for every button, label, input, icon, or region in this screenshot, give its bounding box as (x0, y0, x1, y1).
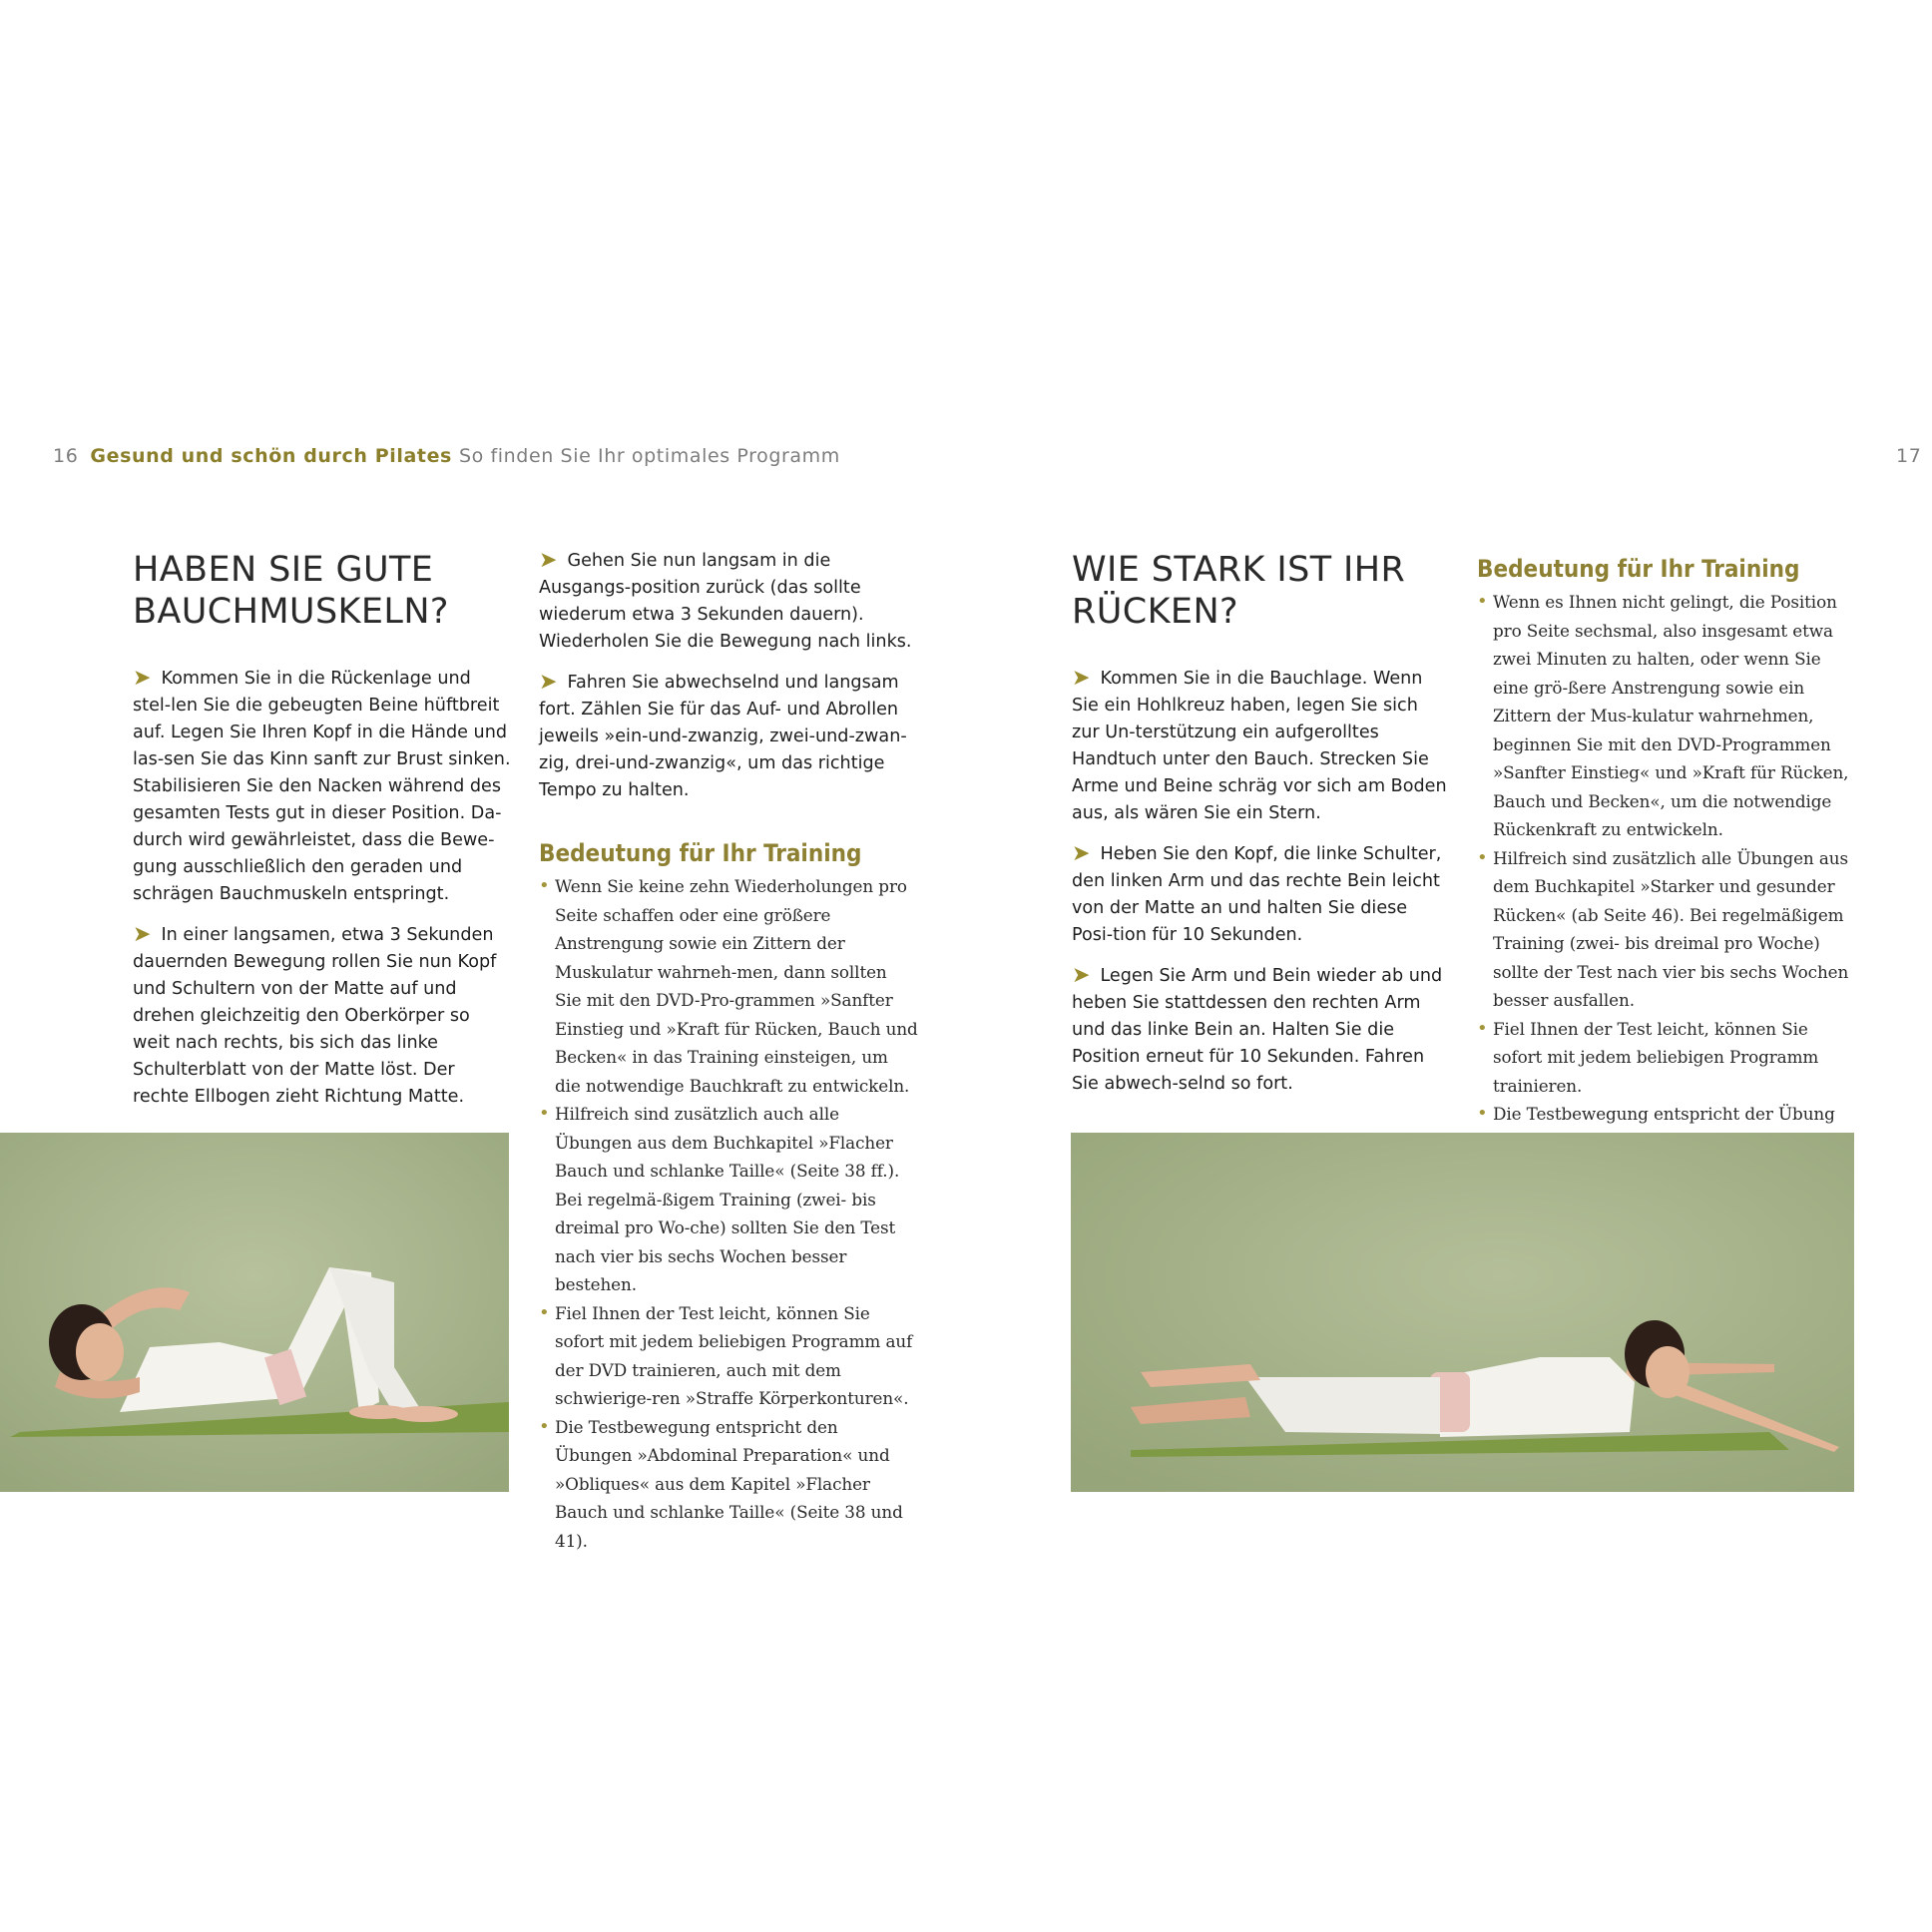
right-page-heading (1072, 549, 1451, 633)
right-column-1 (1072, 665, 1451, 1111)
training-list (1477, 588, 1856, 1157)
arrow-icon: ➤ (1072, 841, 1091, 866)
arrow-icon: ➤ (1072, 666, 1091, 691)
left-column-1 (133, 665, 512, 1124)
bullet-icon: • (539, 1103, 550, 1124)
training-list (539, 872, 918, 1555)
list-item: • Wenn Sie keine zehn Wiederholungen pro Seite schaffen oder eine größere Anstrengung sowie ein Zittern der Muskulatur wahrneh-men, dann sollten Sie mit den DVD-Pro-grammen »Sanfter Einstieg und »Kraft für Rücken, Bauch und Becken« in das Training einsteigen, um die notwendige Bauchkraft zu entwickeln. (539, 872, 918, 1100)
chapter-title: Gesund und schön durch Pilates (90, 445, 452, 467)
running-header-left (53, 445, 840, 475)
arrow-icon: ➤ (539, 670, 558, 695)
arrow-icon: ➤ (1072, 963, 1091, 988)
left-heading-line1: HABEN SIE GUTE (133, 550, 434, 590)
paragraph-text: Fahren Sie abwechselnd und langsam fort. Zählen Sie für das Auf- und Abrollen jeweils »ein-und-zwanzig, zwei-und-zwan-zig, drei-und-zwanzig«, um das richtige Tempo zu halten. (539, 673, 907, 800)
left-training-box (539, 838, 918, 1555)
arrow-icon: ➤ (133, 666, 152, 691)
list-item: • Fiel Ihnen der Test leicht, können Sie sofort mit jedem beliebigen Programm auf der DVD trainieren, auch mit dem schwierige-ren »Straffe Körperkonturen«. (539, 1299, 918, 1413)
training-heading: Bedeutung für Ihr Training (539, 839, 862, 867)
list-item: • Fiel Ihnen der Test leicht, können Sie sofort mit jedem beliebigen Programm trainieren. (1477, 1015, 1856, 1101)
paragraph-text: In einer langsamen, etwa 3 Sekunden dauernden Bewegung rollen Sie nun Kopf und Schultern von der Matte auf und drehen gleichzeitig den Oberkörper so weit nach rechts, bis sich das linke Schulterblatt von der Matte löst. Der rechte Ellbogen zieht Richtung Matte. (133, 925, 497, 1107)
bullet-icon: • (539, 875, 550, 896)
section-title: So finden Sie Ihr optimales Programm (458, 445, 840, 467)
right-heading-line2: RÜCKEN? (1072, 592, 1238, 632)
list-item: • Hilfreich sind zusätzlich auch alle Übungen aus dem Buchkapitel »Flacher Bauch und schlanke Taille« (Seite 38 ff.). Bei regelmä-ßigem Training (zwei- bis dreimal pro Wo-che) sollten Sie den Test nach vier bis sechs Wochen besser bestehen. (539, 1100, 918, 1299)
bullet-icon: • (539, 1415, 550, 1437)
training-heading: Bedeutung für Ihr Training (1477, 555, 1800, 583)
list-item: • Die Testbewegung entspricht den Übungen »Abdominal Preparation« und »Obliques« aus dem Kapitel »Flacher Bauch und schlanke Taille« (Seite 38 und 41). (539, 1413, 918, 1556)
photo-back-exercise (1071, 1133, 1854, 1492)
left-heading-line2: BAUCHMUSKELN? (133, 592, 449, 632)
page-number-left: 16 (53, 445, 79, 467)
paragraph-text: Kommen Sie in die Rückenlage und stel-len Sie die gebeugten Beine hüftbreit auf. Legen Sie Ihren Kopf in die Hände und las-sen Sie das Kinn sanft zur Brust sinken. Stabilisieren Sie den Nacken während des gesamten Tests gut in dieser Position. Da-durch wird gewährleistet, dass die Bewe-gung ausschließlich den geraden und schrägen Bauchmuskeln entspringt. (133, 669, 511, 904)
arrow-icon: ➤ (133, 922, 152, 947)
instruction-paragraph (1072, 962, 1451, 1098)
instruction-paragraph (1072, 665, 1451, 827)
right-heading-line1: WIE STARK IST IHR (1072, 550, 1406, 590)
left-column-2 (539, 547, 918, 817)
bullet-icon: • (539, 1301, 550, 1323)
instruction-paragraph (1072, 840, 1451, 949)
list-item: • Die Testbewegung entspricht der Übung (1477, 1100, 1856, 1157)
arrow-icon: ➤ (539, 548, 558, 573)
instruction-paragraph (539, 669, 918, 804)
instruction-paragraph (133, 921, 512, 1111)
instruction-paragraph (539, 547, 918, 656)
list-item: • Wenn es Ihnen nicht gelingt, die Position pro Seite sechsmal, also insgesamt etwa zwei Minuten zu halten, oder wenn Sie eine grö-ßere Anstrengung sowie ein Zittern der Mus-kulatur wahrnehmen, beginnen Sie mit den DVD-Programmen »Sanfter Einstieg« und »Kraft für Rücken, Bauch und Becken«, um die notwendige Rückenkraft zu entwickeln. (1477, 588, 1856, 844)
bullet-icon: • (1477, 1017, 1488, 1039)
right-heading-block (1072, 549, 1451, 633)
instruction-paragraph (133, 665, 512, 908)
paragraph-text: Kommen Sie in die Bauchlage. Wenn Sie ein Hohlkreuz haben, legen Sie sich zur Un-terstützung ein aufgerolltes Handtuch unter den Bauch. Strecken Sie Arme und Beine schräg vor sich am Boden aus, als wären Sie ein Stern. (1072, 669, 1447, 823)
bullet-icon: • (1477, 591, 1488, 612)
list-item: • Hilfreich sind zusätzlich alle Übungen aus dem Buchkapitel »Starker und gesunder Rücken« (ab Seite 46). Bei regelmäßigem Training (zwei- bis dreimal pro Woche) sollte der Test nach vier bis sechs Wochen besser ausfallen. (1477, 844, 1856, 1015)
photo-crunch-exercise (0, 1133, 509, 1492)
left-page-heading (133, 549, 512, 633)
bullet-icon: • (1477, 1103, 1488, 1124)
page-number-right: 17 (1896, 445, 1922, 467)
right-training-box (1477, 554, 1856, 1157)
paragraph-text: Heben Sie den Kopf, die linke Schulter, den linken Arm und das rechte Bein leicht von der Matte an und halten Sie diese Posi-tion für 10 Sekunden. (1072, 844, 1442, 945)
left-heading-block (133, 549, 512, 633)
bullet-icon: • (1477, 846, 1488, 868)
paragraph-text: Gehen Sie nun langsam in die Ausgangs-position zurück (das sollte wiederum etwa 3 Sekunden dauern). Wiederholen Sie die Bewegung nach links. (539, 551, 912, 652)
paragraph-text: Legen Sie Arm und Bein wieder ab und heben Sie stattdessen den rechten Arm und das linke Bein an. Halten Sie die Position erneut für 10 Sekunden. Fahren Sie abwech-selnd so fort. (1072, 966, 1443, 1094)
